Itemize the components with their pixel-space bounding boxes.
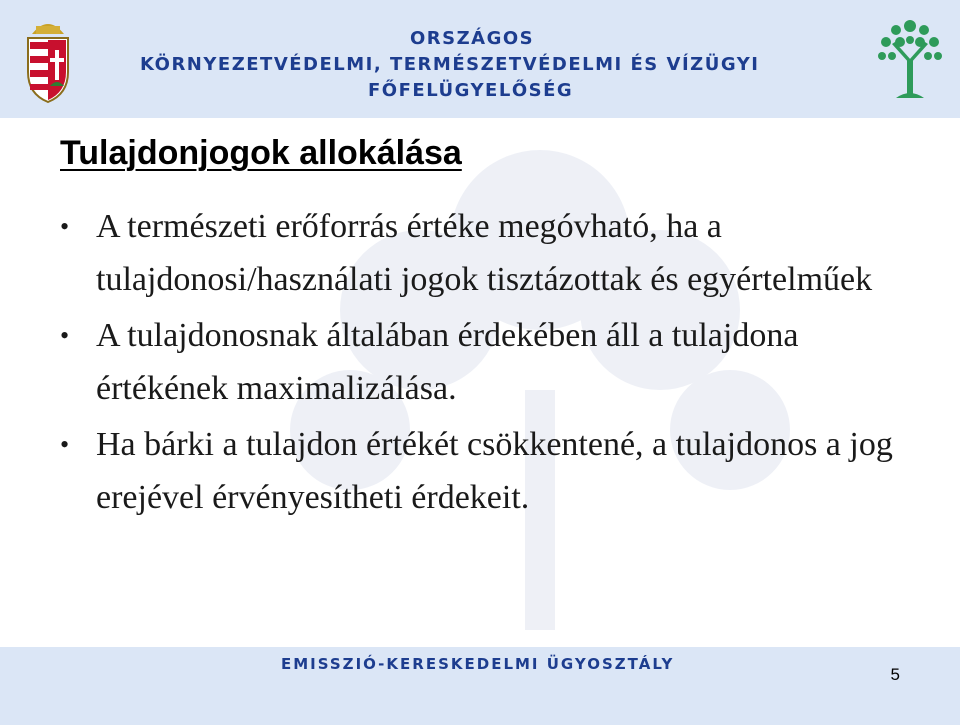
org-line-3: FŐFELÜGYELŐSÉG [368,80,574,101]
tree-logo-icon [874,14,946,100]
org-line-2: KÖRNYEZETVÉDELMI, TERMÉSZETVÉDELMI ÉS VÍZÜGYI [140,54,760,75]
department-name: EMISSZIÓ-KERESKEDELMI ÜGYOSZTÁLY [281,655,675,673]
bullet-marker: • [60,430,70,459]
bullet-list [60,200,920,527]
page-number: 5 [890,665,900,684]
footer-band [0,647,960,725]
bullet-text: Ha bárki a tulajdon értékét csökkentené, a tulajdonos a jog erejével érvényesítheti érdekeit. [96,426,893,516]
bullet-text: A természeti erőforrás értéke megóvható, ha a tulajdonosi/használati jogok tisztázottak és egyértelműek [96,208,873,298]
bullet-marker: • [60,212,70,241]
slide-title: Tulajdonjogok allokálása [60,134,462,172]
bullet-marker: • [60,321,70,350]
org-line-1: ORSZÁGOS [410,28,535,49]
coat-of-arms-icon [22,12,74,104]
bullet-item [60,418,920,524]
bullet-item [60,309,920,415]
header-band [0,0,960,118]
bullet-item [60,200,920,306]
bullet-text: A tulajdonosnak általában érdekében áll a tulajdona értékének maximalizálása. [96,317,799,407]
